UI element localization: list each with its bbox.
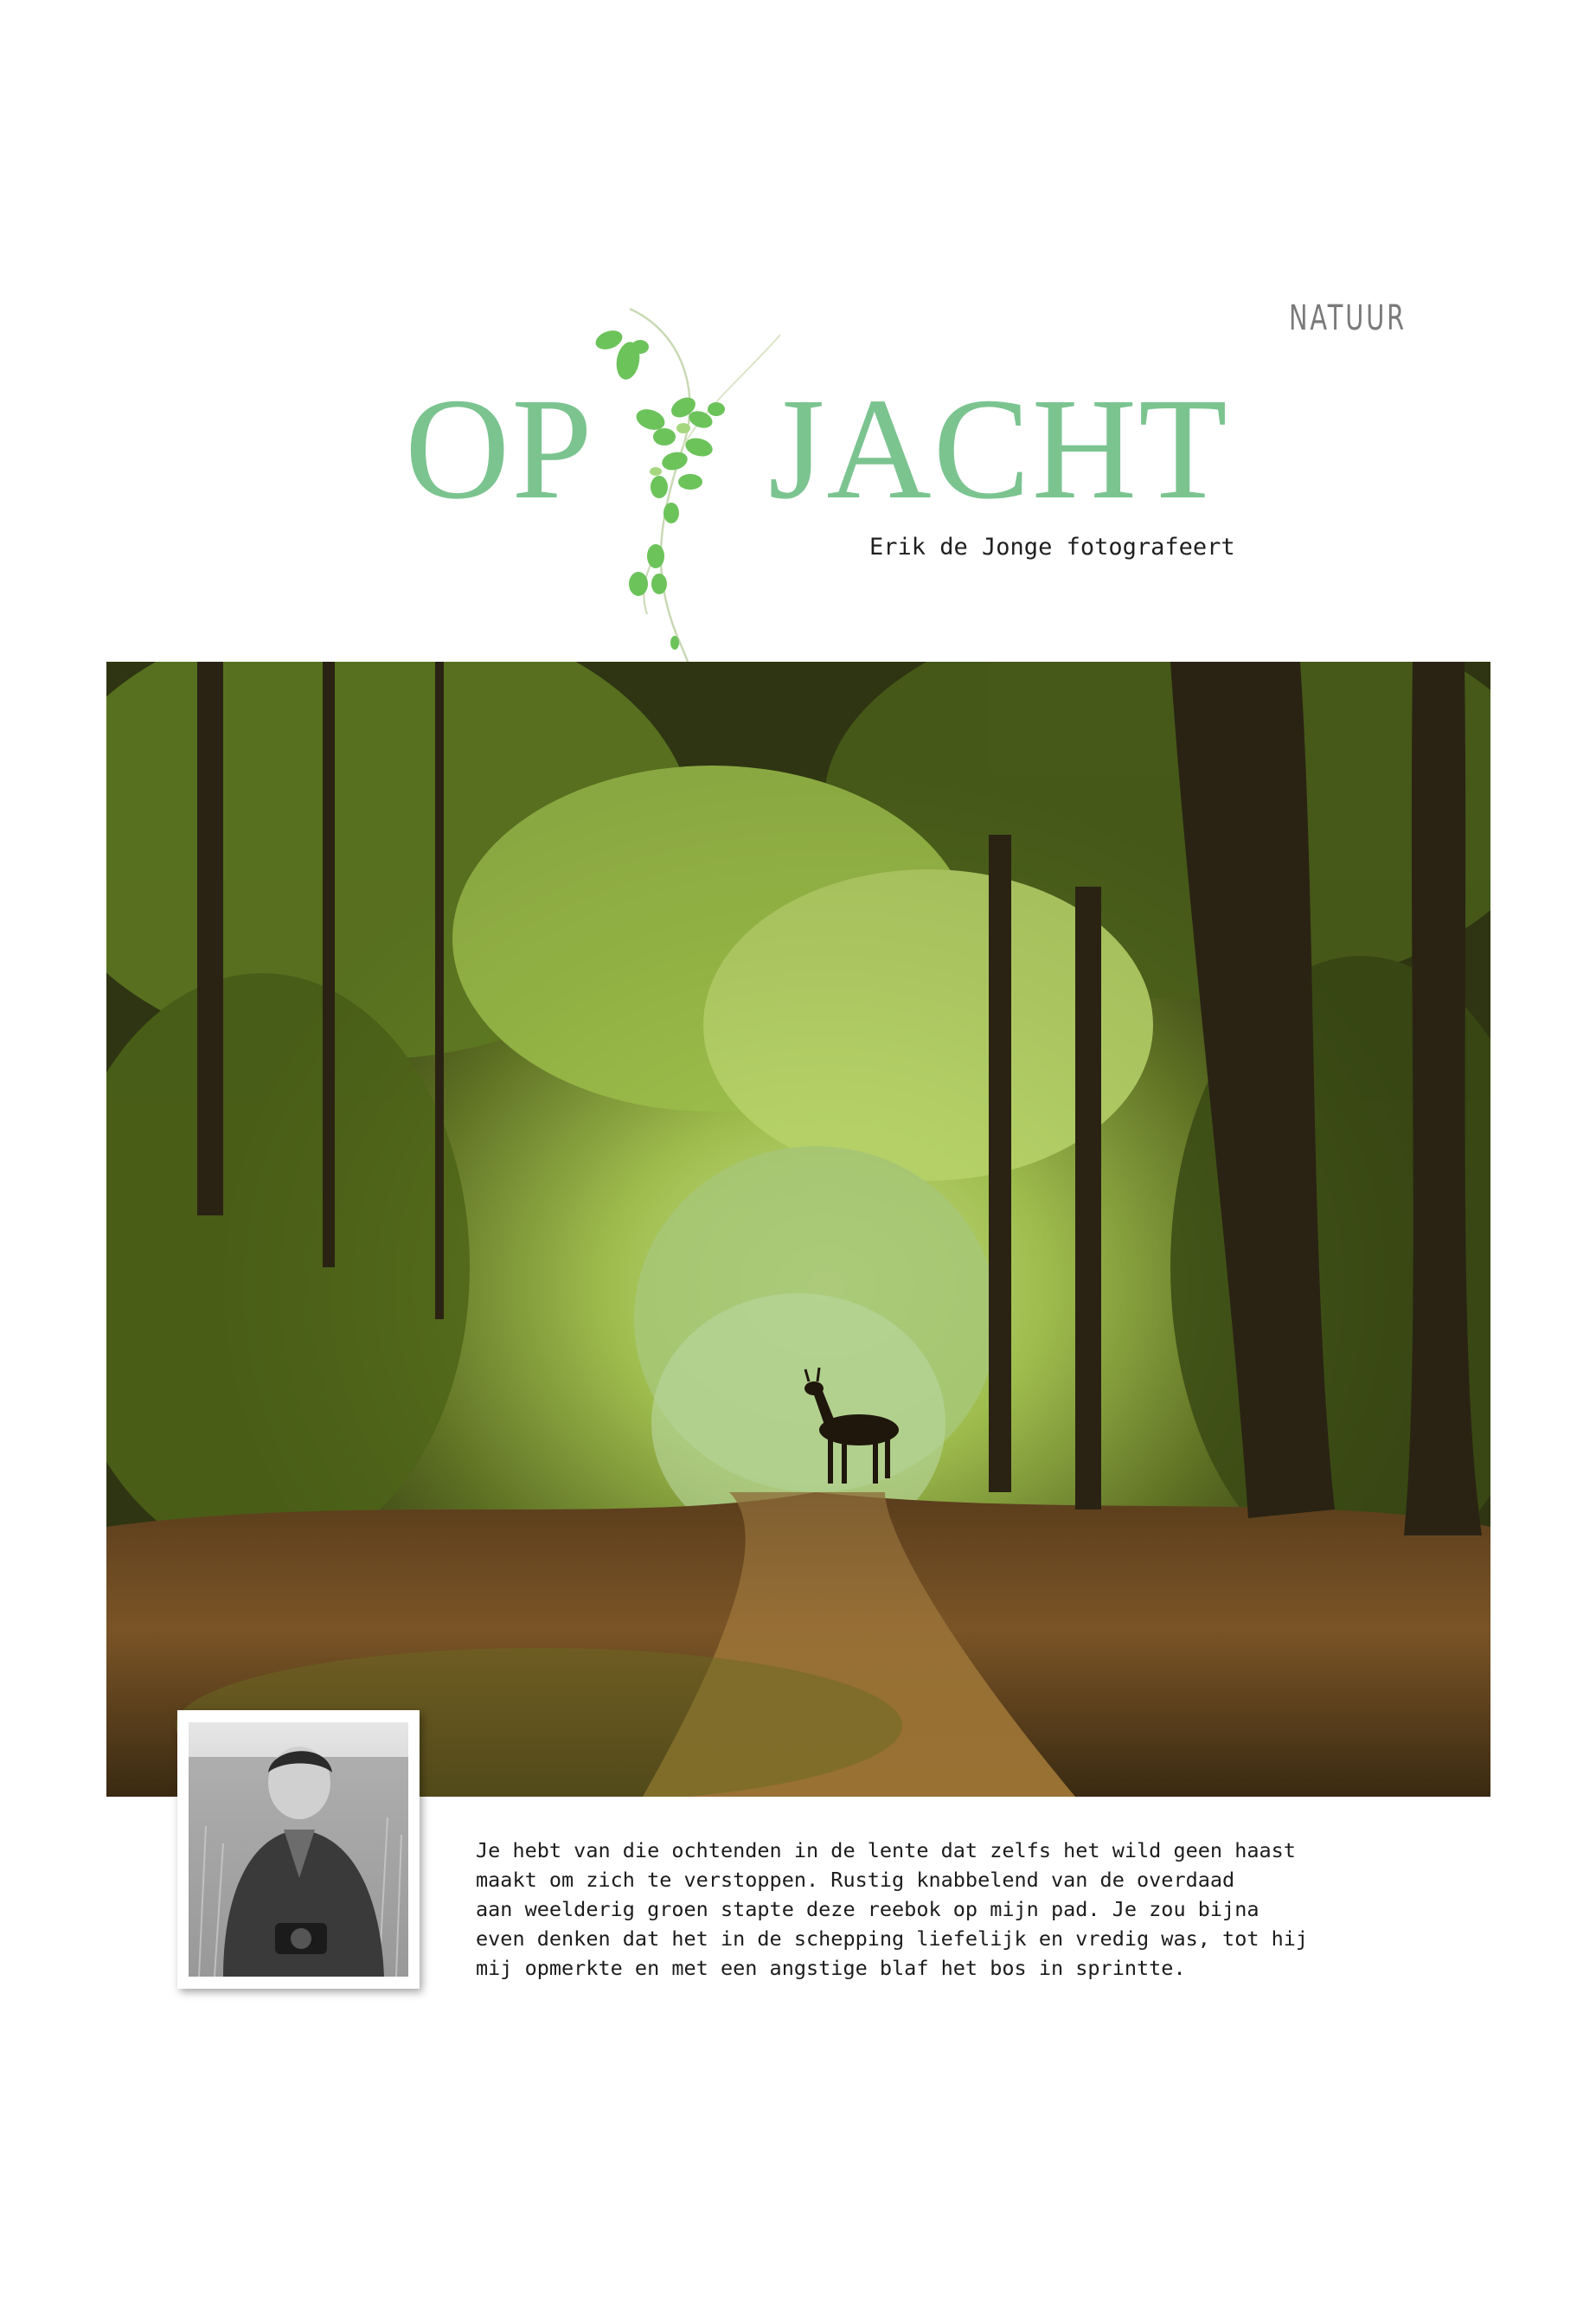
body-line: maakt om zich te verstoppen. Rustig knabbelend van de overdaad [476, 1868, 1235, 1892]
title-left: OP [405, 369, 594, 529]
photographer-portrait-image [189, 1722, 408, 1977]
subtitle: Erik de Jonge fotografeert [869, 534, 1235, 561]
section-label: NATUUR [1289, 298, 1407, 338]
body-line: Je hebt van die ochtenden in de lente dat zelfs het wild geen haast [476, 1838, 1296, 1862]
body-line: even denken dat het in de schepping liefelijk en vredig was, tot hij [476, 1926, 1309, 1951]
body-line: mij opmerkte en met een angstige blaf het bos in sprintte. [476, 1956, 1186, 1980]
forest-photo [106, 662, 1490, 1797]
body-line: aan weelderig groen stapte deze reebok op mijn pad. Je zou bijna [476, 1897, 1259, 1921]
title-right: JACHT [768, 369, 1229, 529]
body-text [476, 1836, 1462, 1983]
deer-in-forest-image [106, 662, 1490, 1797]
portrait-frame [177, 1710, 420, 1989]
